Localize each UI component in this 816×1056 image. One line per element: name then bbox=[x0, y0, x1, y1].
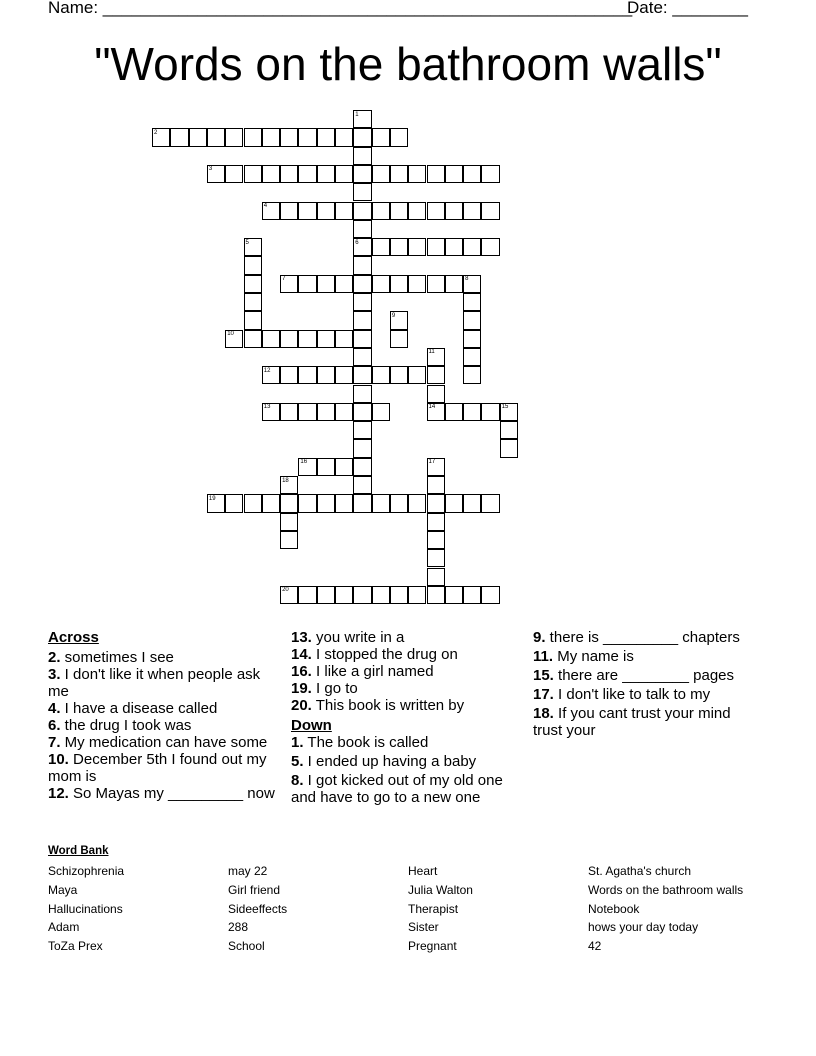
grid-cell[interactable] bbox=[335, 165, 353, 183]
grid-cell[interactable] bbox=[317, 494, 335, 512]
grid-cell[interactable] bbox=[262, 165, 280, 183]
clue-item bbox=[48, 717, 278, 734]
grid-cell[interactable] bbox=[427, 202, 445, 220]
grid-cell[interactable] bbox=[372, 366, 390, 384]
clue-text: If you cant trust your mind trust your bbox=[533, 705, 731, 739]
grid-cell[interactable] bbox=[317, 275, 335, 293]
grid-cell[interactable] bbox=[353, 385, 371, 403]
clue-number-label: 13. bbox=[291, 629, 312, 646]
grid-cell[interactable] bbox=[244, 165, 262, 183]
grid-cell[interactable] bbox=[390, 275, 408, 293]
grid-cell[interactable] bbox=[463, 403, 481, 421]
clue-number-label: 2. bbox=[48, 649, 61, 666]
word-bank-item: may 22 bbox=[228, 864, 268, 878]
grid-cell[interactable] bbox=[372, 403, 390, 421]
clue-number: 16 bbox=[300, 459, 308, 466]
grid-cell[interactable] bbox=[244, 311, 262, 329]
clue-text: I go to bbox=[311, 680, 358, 697]
grid-cell[interactable] bbox=[481, 238, 499, 256]
grid-cell[interactable] bbox=[427, 568, 445, 586]
clue-item bbox=[533, 686, 763, 703]
word-bank-title: Word Bank bbox=[48, 845, 109, 857]
grid-cell[interactable] bbox=[353, 256, 371, 274]
clue-number-label: 11. bbox=[533, 648, 554, 665]
grid-cell[interactable] bbox=[317, 458, 335, 476]
word-bank-item: 42 bbox=[588, 939, 602, 954]
grid-cell[interactable] bbox=[463, 494, 481, 512]
grid-cell[interactable] bbox=[390, 202, 408, 220]
clue-text: I don't like it when people ask me bbox=[48, 666, 261, 700]
grid-cell[interactable] bbox=[372, 128, 390, 146]
clue-number-label: 15. bbox=[533, 667, 554, 684]
clue-number-label: 5. bbox=[291, 753, 304, 770]
grid-cell[interactable] bbox=[463, 348, 481, 366]
clue-text: My medication can have some bbox=[60, 734, 268, 751]
grid-cell[interactable] bbox=[481, 494, 499, 512]
clue-text: sometimes I see bbox=[60, 649, 174, 666]
word-bank-item: St. Agatha's church bbox=[588, 864, 692, 878]
word-bank-item: 288 bbox=[228, 920, 249, 935]
grid-cell[interactable] bbox=[427, 549, 445, 567]
grid-cell[interactable] bbox=[353, 586, 371, 604]
clue-number-label: 7. bbox=[48, 734, 61, 751]
word-bank-item: Therapist bbox=[408, 901, 459, 916]
grid-cell[interactable] bbox=[207, 128, 225, 146]
grid-cell[interactable] bbox=[463, 238, 481, 256]
clue-item bbox=[291, 663, 521, 680]
grid-cell[interactable] bbox=[427, 165, 445, 183]
grid-cell[interactable] bbox=[481, 165, 499, 183]
grid-cell[interactable] bbox=[298, 275, 316, 293]
clues-column-2 bbox=[291, 629, 521, 808]
grid-cell[interactable] bbox=[298, 330, 316, 348]
clue-text: This book is written by bbox=[311, 697, 465, 714]
grid-cell[interactable] bbox=[427, 531, 445, 549]
clue-number: 2 bbox=[154, 129, 158, 136]
grid-cell[interactable] bbox=[280, 165, 298, 183]
word-bank-item: Notebook bbox=[588, 901, 640, 916]
grid-cell[interactable] bbox=[317, 403, 335, 421]
grid-cell[interactable] bbox=[207, 494, 225, 512]
clue-number: 8 bbox=[465, 276, 469, 283]
grid-cell[interactable] bbox=[481, 586, 499, 604]
grid-cell[interactable] bbox=[335, 366, 353, 384]
clue-number: 7 bbox=[282, 276, 286, 283]
across-clue-list-continued bbox=[291, 629, 521, 714]
clue-number: 17 bbox=[428, 459, 436, 466]
grid-cell[interactable] bbox=[353, 439, 371, 457]
grid-cell[interactable] bbox=[207, 165, 225, 183]
clue-text: I have a disease called bbox=[60, 700, 218, 717]
grid-cell[interactable] bbox=[262, 366, 280, 384]
grid-cell[interactable] bbox=[353, 147, 371, 165]
grid-cell[interactable] bbox=[353, 275, 371, 293]
grid-cell[interactable] bbox=[244, 330, 262, 348]
clue-item bbox=[291, 697, 521, 714]
down-heading: Down bbox=[291, 717, 332, 734]
grid-cell[interactable] bbox=[280, 403, 298, 421]
clue-number: 1 bbox=[355, 111, 359, 118]
clue-number: 15 bbox=[501, 404, 509, 411]
clue-number: 20 bbox=[282, 587, 289, 594]
grid-cell[interactable] bbox=[445, 403, 463, 421]
clue-item bbox=[533, 629, 763, 646]
clue-item bbox=[48, 649, 278, 666]
grid-cell[interactable] bbox=[372, 238, 390, 256]
clue-item bbox=[48, 734, 278, 751]
grid-cell[interactable] bbox=[317, 366, 335, 384]
grid-cell[interactable] bbox=[390, 128, 408, 146]
down-clue-list-continued bbox=[533, 629, 763, 739]
clue-item bbox=[48, 785, 278, 802]
grid-cell[interactable] bbox=[298, 366, 316, 384]
clue-number-label: 19. bbox=[291, 680, 312, 697]
grid-cell[interactable] bbox=[244, 293, 262, 311]
grid-cell[interactable] bbox=[372, 586, 390, 604]
grid-cell[interactable] bbox=[463, 311, 481, 329]
clue-number-label: 14. bbox=[291, 646, 312, 663]
grid-cell[interactable] bbox=[427, 494, 445, 512]
grid-cell[interactable] bbox=[353, 238, 371, 256]
grid-cell[interactable] bbox=[390, 330, 408, 348]
word-bank-item: Sister bbox=[408, 920, 439, 935]
grid-cell[interactable] bbox=[353, 202, 371, 220]
grid-cell[interactable] bbox=[463, 366, 481, 384]
grid-cell[interactable] bbox=[372, 275, 390, 293]
grid-cell[interactable] bbox=[353, 165, 371, 183]
down-clue-list bbox=[291, 734, 521, 806]
clue-text: the drug I took was bbox=[60, 717, 192, 734]
grid-cell[interactable] bbox=[390, 494, 408, 512]
clue-number-label: 12. bbox=[48, 785, 69, 802]
clue-text: I like a girl named bbox=[311, 663, 434, 680]
grid-cell[interactable] bbox=[408, 202, 426, 220]
clue-number-label: 8. bbox=[291, 772, 304, 789]
grid-cell[interactable] bbox=[280, 513, 298, 531]
clue-item bbox=[291, 629, 521, 646]
grid-cell[interactable] bbox=[353, 330, 371, 348]
grid-cell[interactable] bbox=[298, 403, 316, 421]
clue-text: I ended up having a baby bbox=[303, 753, 477, 770]
clue-text: So Mayas my _________ now bbox=[68, 785, 275, 802]
grid-cell[interactable] bbox=[335, 128, 353, 146]
grid-cell[interactable] bbox=[463, 202, 481, 220]
clue-item bbox=[291, 734, 521, 751]
across-heading: Across bbox=[48, 629, 99, 646]
clue-item bbox=[291, 680, 521, 697]
clue-number: 12 bbox=[263, 367, 271, 374]
clue-number: 18 bbox=[282, 477, 289, 484]
grid-cell[interactable] bbox=[445, 165, 463, 183]
word-bank-item: Heart bbox=[408, 864, 438, 878]
clue-item bbox=[533, 648, 763, 665]
grid-cell[interactable] bbox=[317, 165, 335, 183]
grid-cell[interactable] bbox=[500, 439, 518, 457]
clue-text: December 5th I found out my mom is bbox=[48, 751, 267, 785]
grid-cell[interactable] bbox=[317, 128, 335, 146]
clue-item bbox=[48, 666, 278, 700]
grid-cell[interactable] bbox=[170, 128, 188, 146]
word-bank-item: Julia Walton bbox=[408, 882, 473, 897]
grid-cell[interactable] bbox=[463, 330, 481, 348]
grid-cell[interactable] bbox=[408, 238, 426, 256]
clue-item bbox=[48, 700, 278, 717]
grid-cell[interactable] bbox=[445, 238, 463, 256]
grid-cell[interactable] bbox=[353, 183, 371, 201]
grid-cell[interactable] bbox=[353, 494, 371, 512]
grid-cell[interactable] bbox=[335, 586, 353, 604]
grid-cell[interactable] bbox=[390, 311, 408, 329]
grid-cell[interactable] bbox=[390, 165, 408, 183]
clue-text: there are ________ pages bbox=[553, 667, 735, 684]
word-bank-item: Sideeffects bbox=[228, 901, 288, 916]
grid-cell[interactable] bbox=[225, 330, 243, 348]
grid-cell[interactable] bbox=[225, 128, 243, 146]
grid-cell[interactable] bbox=[335, 458, 353, 476]
grid-cell[interactable] bbox=[427, 586, 445, 604]
grid-cell[interactable] bbox=[280, 330, 298, 348]
clues-column-3 bbox=[533, 629, 763, 741]
grid-cell[interactable] bbox=[445, 275, 463, 293]
grid-cell[interactable] bbox=[244, 275, 262, 293]
grid-cell[interactable] bbox=[280, 531, 298, 549]
clue-number: 11 bbox=[428, 349, 435, 356]
grid-cell[interactable] bbox=[298, 494, 316, 512]
clue-item bbox=[48, 751, 278, 785]
clue-number: 6 bbox=[355, 239, 359, 246]
clue-number: 10 bbox=[227, 331, 234, 338]
clue-number: 4 bbox=[263, 203, 268, 209]
grid-cell[interactable] bbox=[427, 458, 445, 476]
grid-cell[interactable] bbox=[262, 403, 280, 421]
name-field-label: Name: ________________________________________________________ bbox=[48, 0, 633, 17]
clue-number-label: 4. bbox=[48, 700, 61, 717]
clues-column-1 bbox=[48, 629, 278, 802]
grid-cell[interactable] bbox=[335, 494, 353, 512]
grid-cell[interactable] bbox=[262, 494, 280, 512]
grid-cell[interactable] bbox=[408, 165, 426, 183]
grid-cell[interactable] bbox=[427, 348, 445, 366]
clue-number: 9 bbox=[391, 312, 396, 319]
grid-cell[interactable] bbox=[481, 202, 499, 220]
grid-cell[interactable] bbox=[262, 202, 280, 220]
grid-cell[interactable] bbox=[225, 165, 243, 183]
grid-cell[interactable] bbox=[353, 311, 371, 329]
grid-cell[interactable] bbox=[335, 330, 353, 348]
clue-text: you write in a bbox=[311, 629, 405, 646]
clue-item bbox=[533, 667, 763, 684]
grid-cell[interactable] bbox=[244, 238, 262, 256]
clue-item bbox=[291, 772, 521, 806]
grid-cell[interactable] bbox=[298, 165, 316, 183]
grid-cell[interactable] bbox=[280, 476, 298, 494]
grid-cell[interactable] bbox=[353, 476, 371, 494]
clue-text: My name is bbox=[553, 648, 634, 665]
grid-cell[interactable] bbox=[390, 238, 408, 256]
word-bank-item: Words on the bathroom walls bbox=[588, 882, 744, 897]
grid-cell[interactable] bbox=[372, 202, 390, 220]
clue-number: 5 bbox=[245, 239, 249, 246]
word-bank-item: Adam bbox=[48, 920, 80, 935]
grid-cell[interactable] bbox=[427, 403, 445, 421]
clue-text: I stopped the drug on bbox=[311, 646, 458, 663]
clue-number-label: 20. bbox=[291, 697, 312, 714]
grid-cell[interactable] bbox=[280, 366, 298, 384]
grid-cell[interactable] bbox=[500, 403, 518, 421]
clue-item bbox=[291, 753, 521, 770]
grid-cell[interactable] bbox=[335, 202, 353, 220]
grid-cell[interactable] bbox=[280, 494, 298, 512]
grid-cell[interactable] bbox=[280, 128, 298, 146]
clue-number: 14 bbox=[428, 404, 436, 411]
grid-cell[interactable] bbox=[317, 202, 335, 220]
clue-text: there is _________ chapters bbox=[545, 629, 740, 646]
grid-cell[interactable] bbox=[353, 403, 371, 421]
clue-text: The book is called bbox=[303, 734, 429, 751]
grid-cell[interactable] bbox=[353, 293, 371, 311]
clue-text: I got kicked out of my old one and have to go to a new one bbox=[291, 772, 503, 806]
grid-cell[interactable] bbox=[244, 128, 262, 146]
across-clue-list bbox=[48, 649, 278, 802]
grid-cell[interactable] bbox=[481, 403, 499, 421]
grid-cell[interactable] bbox=[262, 128, 280, 146]
grid-cell[interactable] bbox=[280, 586, 298, 604]
grid-cell[interactable] bbox=[225, 494, 243, 512]
grid-cell[interactable] bbox=[372, 165, 390, 183]
word-bank-item: Hallucinations bbox=[48, 901, 123, 916]
clue-number-label: 16. bbox=[291, 663, 312, 680]
word-bank-item: Pregnant bbox=[408, 939, 457, 954]
grid-cell[interactable] bbox=[262, 330, 280, 348]
grid-cell[interactable] bbox=[152, 128, 170, 146]
grid-cell[interactable] bbox=[408, 586, 426, 604]
grid-cell[interactable] bbox=[445, 586, 463, 604]
grid-cell[interactable] bbox=[298, 586, 316, 604]
grid-cell[interactable] bbox=[463, 165, 481, 183]
grid-cell[interactable] bbox=[353, 220, 371, 238]
word-bank-item: hows your day today bbox=[588, 920, 699, 935]
grid-cell[interactable] bbox=[390, 366, 408, 384]
clue-item bbox=[533, 705, 763, 739]
grid-cell[interactable] bbox=[298, 202, 316, 220]
clue-number-label: 1. bbox=[291, 734, 304, 751]
grid-cell[interactable] bbox=[408, 275, 426, 293]
date-field-label: Date: ________ bbox=[627, 0, 748, 17]
grid-cell[interactable] bbox=[353, 110, 371, 128]
grid-cell[interactable] bbox=[280, 202, 298, 220]
page-title: "Words on the bathroom walls" bbox=[94, 38, 722, 90]
grid-cell[interactable] bbox=[445, 494, 463, 512]
grid-cell[interactable] bbox=[317, 330, 335, 348]
clue-number-label: 10. bbox=[48, 751, 69, 768]
word-bank-item: Girl friend bbox=[228, 882, 281, 897]
clue-number: 19 bbox=[208, 495, 216, 502]
word-bank-item: School bbox=[228, 939, 265, 954]
grid-cell[interactable] bbox=[463, 586, 481, 604]
grid-cell[interactable] bbox=[244, 494, 262, 512]
grid-cell[interactable] bbox=[463, 293, 481, 311]
grid-cell[interactable] bbox=[189, 128, 207, 146]
grid-cell[interactable] bbox=[427, 385, 445, 403]
grid-cell[interactable] bbox=[353, 348, 371, 366]
grid-cell[interactable] bbox=[372, 494, 390, 512]
clue-number-label: 9. bbox=[533, 629, 546, 646]
grid-cell[interactable] bbox=[298, 458, 316, 476]
grid-cell[interactable] bbox=[427, 238, 445, 256]
grid-cell[interactable] bbox=[298, 128, 316, 146]
grid-cell[interactable] bbox=[353, 128, 371, 146]
clue-number-label: 17. bbox=[533, 686, 554, 703]
grid-cell[interactable] bbox=[445, 202, 463, 220]
grid-cell[interactable] bbox=[353, 458, 371, 476]
grid-cell[interactable] bbox=[500, 421, 518, 439]
clue-text: I don't like to talk to my bbox=[553, 686, 711, 703]
clue-number-label: 3. bbox=[48, 666, 61, 683]
grid-cell[interactable] bbox=[408, 366, 426, 384]
grid-cell[interactable] bbox=[427, 275, 445, 293]
word-bank-item: ToZa Prex bbox=[48, 939, 103, 954]
grid-cell[interactable] bbox=[353, 366, 371, 384]
grid-cell[interactable] bbox=[390, 586, 408, 604]
grid-cell[interactable] bbox=[408, 494, 426, 512]
grid-cell[interactable] bbox=[335, 403, 353, 421]
grid-cell[interactable] bbox=[335, 275, 353, 293]
grid-cell[interactable] bbox=[317, 586, 335, 604]
grid-cell[interactable] bbox=[244, 256, 262, 274]
grid-cell[interactable] bbox=[353, 421, 371, 439]
grid-cell[interactable] bbox=[427, 476, 445, 494]
clue-number: 3 bbox=[208, 166, 213, 173]
word-bank-item: Schizophrenia bbox=[48, 864, 125, 878]
grid-cell[interactable] bbox=[427, 513, 445, 531]
grid-cell[interactable] bbox=[463, 275, 481, 293]
grid-cell[interactable] bbox=[280, 275, 298, 293]
clue-number: 13 bbox=[263, 404, 271, 411]
clue-number-label: 6. bbox=[48, 717, 61, 734]
word-bank-item: Maya bbox=[48, 882, 78, 897]
clue-item bbox=[291, 646, 521, 663]
grid-cell[interactable] bbox=[427, 366, 445, 384]
clue-number-label: 18. bbox=[533, 705, 554, 722]
